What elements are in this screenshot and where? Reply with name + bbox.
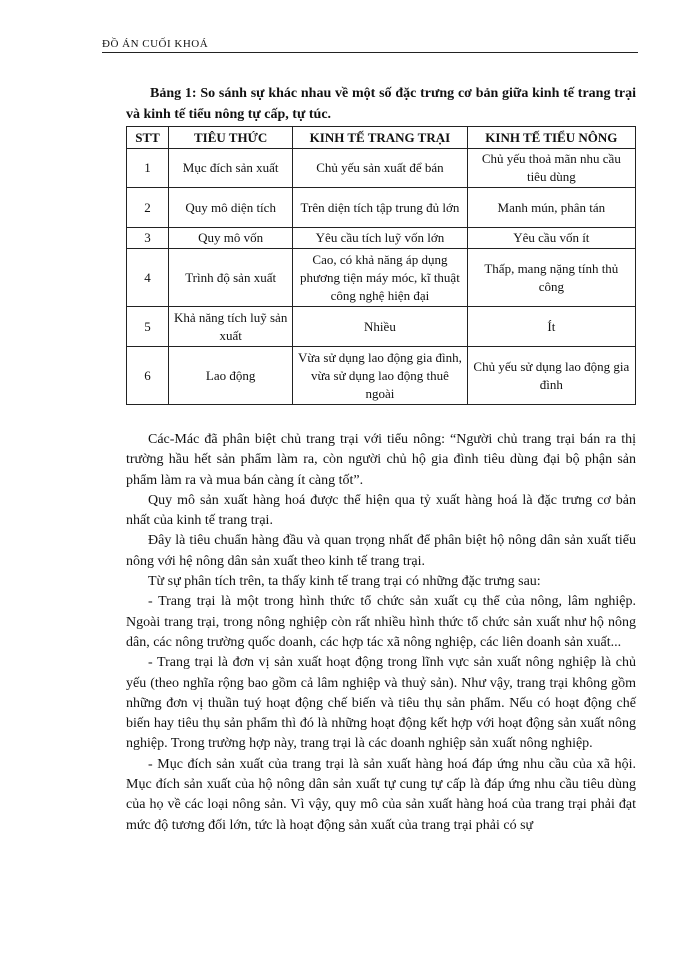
cell-criterion: Lao động	[169, 347, 293, 405]
table-row	[127, 188, 636, 228]
cell-farm: Yêu cầu tích luỹ vốn lớn	[293, 228, 467, 249]
paragraph: Từ sự phân tích trên, ta thấy kinh tế trang trại có những đặc trưng sau:	[148, 574, 541, 590]
table-header-row	[127, 127, 636, 149]
page-header: ĐỒ ÁN CUỐI KHOÁ	[102, 38, 638, 53]
cell-stt: 2	[127, 188, 169, 228]
cell-criterion: Quy mô diện tích	[169, 188, 293, 228]
cell-farm: Cao, có khả năng áp dụng phương tiện máy móc, kĩ thuật công nghệ hiện đại	[293, 249, 467, 307]
cell-stt: 1	[127, 149, 169, 188]
paragraph: - Trang trại là đơn vị sản xuất hoạt động trong lĩnh vực sản xuất nông nghiệp là chủ yếu (theo nghĩa rộng bao gồm cả lâm nghiệp và thuỷ sản). Như vậy, trang trại không gồm những đơn vị thuần tuý hoạt động chế biến và tiêu thụ sản phẩm. Nếu có hoạt động chế biến hay tiêu thụ sản phẩm thì đó là những hoạt động kết hợp với hoạt động sản xuất nông nghiệp. Trong trường hợp này, trang trại là các doanh nghiệp sản xuất nông nghiệp.	[126, 655, 636, 752]
table-row	[127, 307, 636, 347]
paragraph: - Trang trại là một trong hình thức tổ chức sản xuất cụ thể của nông, lâm nghiệp. Ngoài trang trại, trong nông nghiệp còn rất nhiều hình thức tổ chức sản xuất như hộ nông dân, các nông trường quốc doanh, các hợp tác xã nông nghiệp, các liên doanh sản xuất...	[126, 594, 636, 650]
paragraph: Đây là tiêu chuẩn hàng đầu và quan trọng nhất để phân biệt hộ nông dân sản xuất tiểu nông với hệ nông dân sản xuất theo kinh tế trang trại.	[126, 533, 636, 569]
table-row	[127, 228, 636, 249]
cell-peasant: Manh mún, phân tán	[467, 188, 635, 228]
cell-stt: 5	[127, 307, 169, 347]
table-row	[127, 249, 636, 307]
paragraph: Quy mô sản xuất hàng hoá được thể hiện qua tỷ xuất hàng hoá là đặc trưng cơ bản nhất của kinh tế trang trại.	[126, 492, 636, 529]
cell-peasant: Thấp, mang nặng tính thủ công	[467, 249, 635, 307]
header-stt: STT	[127, 127, 169, 149]
cell-criterion: Mục đích sản xuất	[169, 149, 293, 188]
cell-stt: 4	[127, 249, 169, 307]
cell-peasant: Chủ yếu thoả mãn nhu cầu tiêu dùng	[467, 149, 635, 188]
cell-criterion: Quy mô vốn	[169, 228, 293, 249]
cell-farm: Nhiều	[293, 307, 467, 347]
cell-stt: 3	[127, 228, 169, 249]
cell-peasant: Chủ yếu sử dụng lao động gia đình	[467, 347, 635, 405]
comparison-table	[126, 126, 636, 405]
header-criterion: TIÊU THỨC	[169, 127, 293, 149]
header-farm-economy: KINH TẾ TRANG TRẠI	[293, 127, 467, 149]
table-caption: Bảng 1: So sánh sự khác nhau về một số đặc trưng cơ bản giữa kinh tế trang trại và kinh tế tiểu nông tự cấp, tự túc.	[126, 86, 636, 122]
cell-stt: 6	[127, 347, 169, 405]
table-row	[127, 347, 636, 405]
header-peasant-economy: KINH TẾ TIỂU NÔNG	[467, 127, 635, 149]
cell-farm: Trên diện tích tập trung đủ lớn	[293, 188, 467, 228]
table-row	[127, 149, 636, 188]
cell-peasant: Ít	[467, 307, 635, 347]
cell-farm: Chủ yếu sản xuất để bán	[293, 149, 467, 188]
cell-peasant: Yêu cầu vốn ít	[467, 228, 635, 249]
cell-criterion: Khả năng tích luỹ sản xuất	[169, 307, 293, 347]
body-text	[126, 430, 636, 836]
cell-criterion: Trình độ sản xuất	[169, 249, 293, 307]
paragraph: - Mục đích sản xuất của trang trại là sản xuất hàng hoá đáp ứng nhu cầu của xã hội. Mục đích sản xuất của hộ nông dân sản xuất tự cung tự cấp là đáp ứng nhu cầu tiêu dùng của họ về các loại nông sản. Vì vậy, quy mô của sản xuất hàng hoá của trang trại phải đạt mức độ tương đối lớn, tức là hoạt động sản xuất của trang trại phải có sự	[126, 756, 636, 833]
paragraph: Các-Mác đã phân biệt chủ trang trại với tiểu nông: “Người chủ trang trại bán ra thị trường hầu hết sản phẩm làm ra, còn người chủ hộ gia đình tiêu dùng đại bộ phận sản phẩm làm ra và mua bán càng ít càng tốt”.	[126, 432, 636, 488]
cell-farm: Vừa sử dụng lao động gia đình, vừa sử dụng lao động thuê ngoài	[293, 347, 467, 405]
